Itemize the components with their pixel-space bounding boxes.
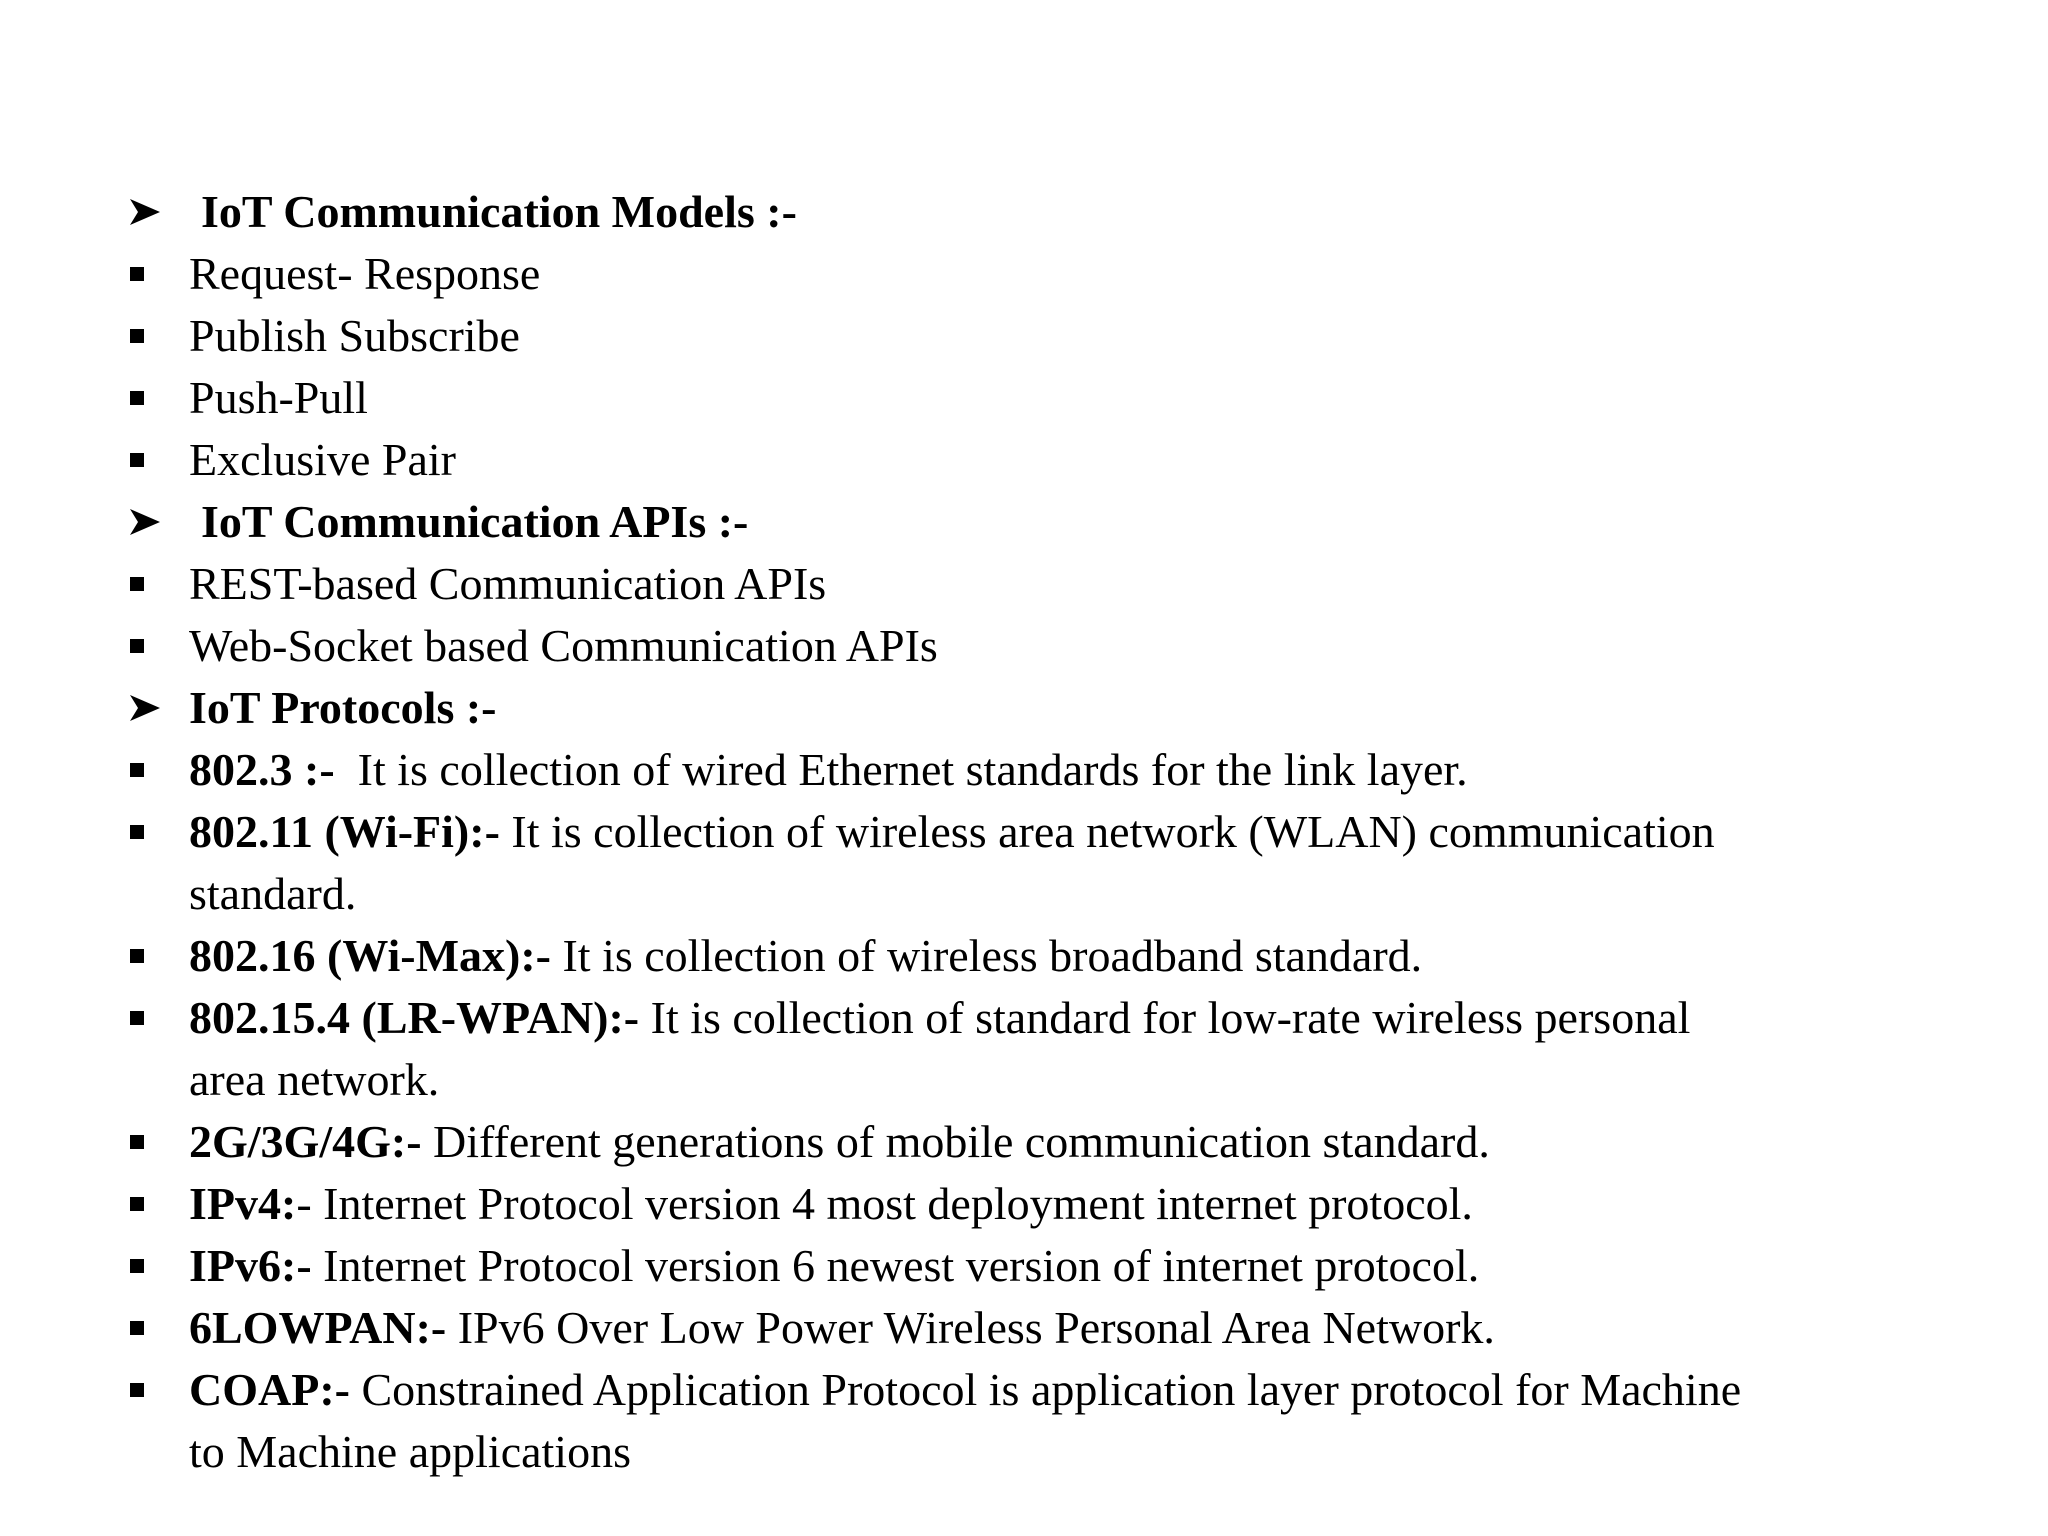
square-bullet-icon	[128, 801, 168, 863]
list-item	[128, 553, 1968, 615]
protocol-desc-continuation: area network.	[189, 1054, 440, 1105]
protocol-term: 802.16 (Wi-Max):-	[189, 930, 551, 981]
slide-content	[128, 181, 1968, 1483]
square-bullet-icon	[128, 243, 168, 305]
protocol-item-ipv6	[128, 1235, 1968, 1297]
square-bullet-icon	[128, 1173, 168, 1235]
list-item-text: REST-based Communication APIs	[189, 558, 827, 609]
protocol-term: IPv4:	[189, 1178, 297, 1229]
protocol-term: 802.11 (Wi-Fi):-	[189, 806, 500, 857]
heading-communication-apis	[128, 491, 1968, 553]
square-bullet-icon	[128, 305, 168, 367]
protocol-desc: IPv6 Over Low Power Wireless Personal Area Network.	[446, 1302, 1495, 1353]
protocol-desc-continuation: to Machine applications	[189, 1426, 631, 1477]
protocol-desc-continuation: standard.	[189, 868, 357, 919]
list-item	[128, 305, 1968, 367]
protocol-desc: Internet Protocol version 6 newest version of internet protocol.	[311, 1240, 1480, 1291]
protocol-term: 2G/3G/4G:-	[189, 1116, 422, 1167]
heading-protocols	[128, 677, 1968, 739]
list-item	[128, 615, 1968, 677]
protocol-term: COAP:-	[189, 1364, 350, 1415]
heading-text: IoT Communication APIs :-	[201, 496, 749, 547]
square-bullet-icon	[128, 553, 168, 615]
protocol-item-802-15-4	[128, 987, 1968, 1049]
square-bullet-icon	[128, 987, 168, 1049]
arrowhead-bullet-icon	[128, 677, 168, 739]
protocol-item-coap	[128, 1359, 1968, 1421]
protocol-term: 802.3 :-	[189, 744, 335, 795]
protocol-term: 802.15.4 (LR-WPAN):-	[189, 992, 640, 1043]
square-bullet-icon	[128, 1111, 168, 1173]
heading-text: IoT Protocols :-	[189, 682, 497, 733]
square-bullet-icon	[128, 429, 168, 491]
protocol-item-2g-3g-4g	[128, 1111, 1968, 1173]
protocol-desc: Different generations of mobile communication standard.	[421, 1116, 1490, 1167]
list-item-text: Web-Socket based Communication APIs	[189, 620, 938, 671]
list-item-text: Push-Pull	[189, 372, 368, 423]
list-item-text: Exclusive Pair	[189, 434, 456, 485]
protocol-term: IPv6:-	[189, 1240, 312, 1291]
protocol-item-802-11	[128, 801, 1968, 863]
protocol-item-6lowpan	[128, 1297, 1968, 1359]
arrowhead-bullet-icon	[128, 181, 168, 243]
protocol-item-802-16	[128, 925, 1968, 987]
protocol-item-802-3	[128, 739, 1968, 801]
arrowhead-bullet-icon	[128, 491, 168, 553]
square-bullet-icon	[128, 1359, 168, 1421]
list-item	[128, 429, 1968, 491]
list-item	[128, 243, 1968, 305]
protocol-desc: It is collection of standard for low-rate wireless personal	[639, 992, 1691, 1043]
square-bullet-icon	[128, 367, 168, 429]
square-bullet-icon	[128, 925, 168, 987]
list-item-text: Publish Subscribe	[189, 310, 520, 361]
protocol-desc: Constrained Application Protocol is application layer protocol for Machine	[349, 1364, 1742, 1415]
square-bullet-icon	[128, 1235, 168, 1297]
protocol-desc: It is collection of wireless broadband standard.	[550, 930, 1423, 981]
protocol-desc: - Internet Protocol version 4 most deployment internet protocol.	[296, 1178, 1473, 1229]
heading-text: IoT Communication Models :-	[201, 186, 797, 237]
list-item-text: Request- Response	[189, 248, 541, 299]
list-item	[128, 367, 1968, 429]
square-bullet-icon	[128, 739, 168, 801]
square-bullet-icon	[128, 1297, 168, 1359]
protocol-desc: It is collection of wireless area network (WLAN) communication	[499, 806, 1715, 857]
protocol-term: 6LOWPAN:-	[189, 1302, 447, 1353]
heading-communication-models	[128, 181, 1968, 243]
protocol-desc: It is collection of wired Ethernet standards for the link layer.	[334, 744, 1468, 795]
square-bullet-icon	[128, 615, 168, 677]
protocol-item-ipv4	[128, 1173, 1968, 1235]
